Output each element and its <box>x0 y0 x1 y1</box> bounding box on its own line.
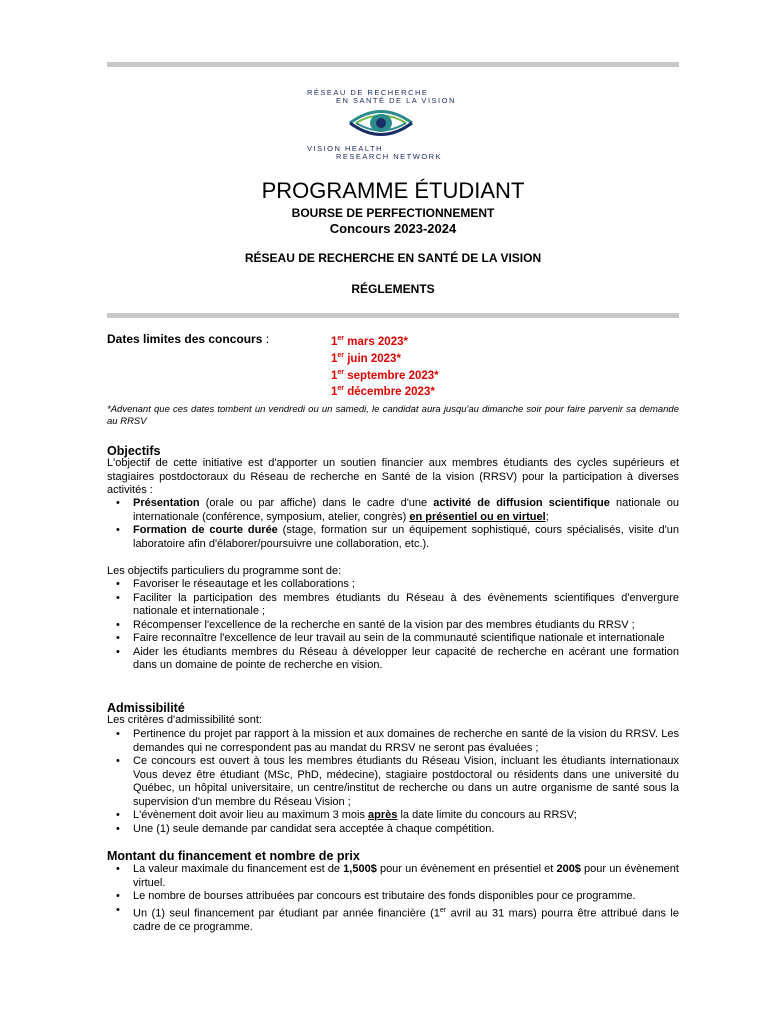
text: pour un évènement virtuel. <box>133 863 679 889</box>
deadline-date <box>331 332 439 349</box>
date-day: 1 <box>331 369 338 382</box>
network-name: RÉSEAU DE RECHERCHE EN SANTÉ DE LA VISION <box>244 251 542 265</box>
list-item: • Favoriser le réseautage et les collaborations ; <box>107 578 679 592</box>
admissibilite-heading: Admissibilité <box>107 701 185 715</box>
objectifs-intro: L'objectif de cette initiative est d'apporter un soutien financier aux membres étudiants des cycles supérieurs et stagiaires postdoctoraux du Réseau de recherche en Santé de la vision (RRSV) pour la participation à diverses activités : <box>107 457 679 496</box>
bold-text: Présentation <box>133 497 200 509</box>
date-sup: er <box>337 335 345 342</box>
rules-heading: RÉGLEMENTS <box>351 282 435 296</box>
list-item: • Pertinence du projet par rapport à la mission et aux domaines de recherche en santé de la vision du RRSV. Les demandes qui ne correspondent pas au mandat du RRSV ne seront pas évaluées ; <box>107 728 679 755</box>
text: (stage, formation sur un équipement sophistiqué, cours spécialisés, visite d'un laboratoire afin d'élaborer/poursuivre une collaboration, etc.). <box>133 524 679 550</box>
top-divider <box>107 62 679 67</box>
particular-objectives-intro: Les objectifs particuliers du programme sont de: <box>107 565 342 577</box>
logo-text-line-2: EN SANTÉ DE LA VISION <box>336 96 456 105</box>
text: La valeur maximale du financement est de <box>133 863 344 875</box>
date-sup: er <box>337 368 345 376</box>
underlined-text: en présentiel ou en virtuel <box>409 510 546 523</box>
bold-text: activité de diffusion scientifique <box>433 497 610 509</box>
eye-logo-icon <box>346 106 416 140</box>
text: Un (1) seul financement par étudiant par année financière (1 <box>133 907 440 920</box>
list-item: • Récompenser l'excellence de la recherche en santé de la vision par des membres étudiants du RRSV ; <box>107 619 679 633</box>
deadline-note: *Advenant que ces dates tombent un vendredi ou un samedi, le candidat aura jusqu'au dimanche soir pour faire parvenir sa demande au RRSV <box>107 404 679 427</box>
bold-text: 1,500$ <box>343 863 377 875</box>
subtitle-bourse: BOURSE DE PERFECTIONNEMENT <box>291 206 495 220</box>
date-rest: septembre 2023* <box>344 369 439 382</box>
text: ; <box>545 510 549 523</box>
list-item: • Une (1) seule demande par candidat sera acceptée à chaque compétition. <box>107 823 679 837</box>
bold-text: 200$ <box>556 863 581 875</box>
bold-text: Formation de courte durée <box>133 524 278 536</box>
logo-text-line-1: RÉSEAU DE RECHERCHE <box>307 88 429 97</box>
list-item: • Ce concours est ouvert à tous les membres étudiants du Réseau Vision, incluant les étudiants internationaux Vous devez être étudiant (MSc, PhD, médecine), stagiaire postdoctoral ou résidents dans une université du Québec, un hôpital universitaire, un centre/institut de recherche ou dans un autre organisme de santé sous la supervision d'un membre du Réseau Vision ; <box>107 755 679 809</box>
logo-text-line-3: VISION HEALTH <box>307 144 384 153</box>
date-rest: juin 2023* <box>344 352 401 365</box>
date-day: 1 <box>331 386 338 399</box>
list-item <box>107 809 679 823</box>
list-item <box>107 524 679 551</box>
deadline-dates <box>331 332 439 399</box>
deadlines-colon: : <box>262 332 270 346</box>
list-item: • Faire reconnaître l'excellence de leur travail au sein de la communauté scientifique nationale et internationale <box>107 632 679 646</box>
deadline-date <box>331 349 439 366</box>
list-item: • Aider les étudiants membres du Réseau à développer leur capacité de recherche en acérant une formation dans un domaine de pointe de recherche en vision. <box>107 646 679 673</box>
objectifs-activities-list <box>107 497 679 551</box>
deadline-date <box>331 382 439 399</box>
subtitle-concours: Concours 2023-2024 <box>329 221 457 236</box>
deadline-date <box>331 366 439 383</box>
list-item: • Faciliter la participation des membres étudiants du Réseau à des évènements scientifiques d'envergure nationale et internationale ; <box>107 592 679 619</box>
text: L'évènement doit avoir lieu au maximum 3 mois <box>133 809 369 821</box>
text: pour un évènement en présentiel et <box>376 863 557 875</box>
list-item <box>107 863 679 890</box>
deadlines-label-text: Dates limites des concours <box>107 332 263 346</box>
admissibilite-list <box>107 728 679 836</box>
date-rest: mars 2023* <box>344 335 408 348</box>
superscript: er <box>439 906 447 914</box>
section-divider <box>107 313 679 318</box>
list-item <box>107 904 679 935</box>
list-item <box>107 497 679 524</box>
logo-text-line-4: RESEARCH NETWORK <box>336 152 443 161</box>
date-day: 1 <box>331 352 338 365</box>
text: nationale ou internationale (conférence, symposium, atelier, congrès) <box>133 497 679 523</box>
network-logo <box>300 86 470 164</box>
underlined-text: après <box>368 809 398 821</box>
text: la date limite du concours au RRSV; <box>397 809 577 821</box>
deadlines-label <box>107 332 269 346</box>
page-title: PROGRAMME ÉTUDIANT <box>261 178 525 203</box>
list-item: • Le nombre de bourses attribuées par concours est tributaire des fonds disponibles pour ce programme. <box>107 890 679 904</box>
text: avril au 31 mars) pourra être attribué dans le cadre de ce programme. <box>133 907 679 933</box>
date-rest: décembre 2023* <box>344 386 435 399</box>
text: (orale ou par affiche) dans le cadre d'une <box>199 497 434 509</box>
admissibilite-intro: Les critères d'admissibilité sont: <box>107 714 262 726</box>
date-day: 1 <box>331 335 338 348</box>
montant-list <box>107 863 679 934</box>
date-sup: er <box>337 351 345 359</box>
montant-heading: Montant du financement et nombre de prix <box>107 849 360 863</box>
particular-objectives-list <box>107 578 679 673</box>
date-sup: er <box>337 385 345 393</box>
objectifs-heading: Objectifs <box>107 444 161 458</box>
